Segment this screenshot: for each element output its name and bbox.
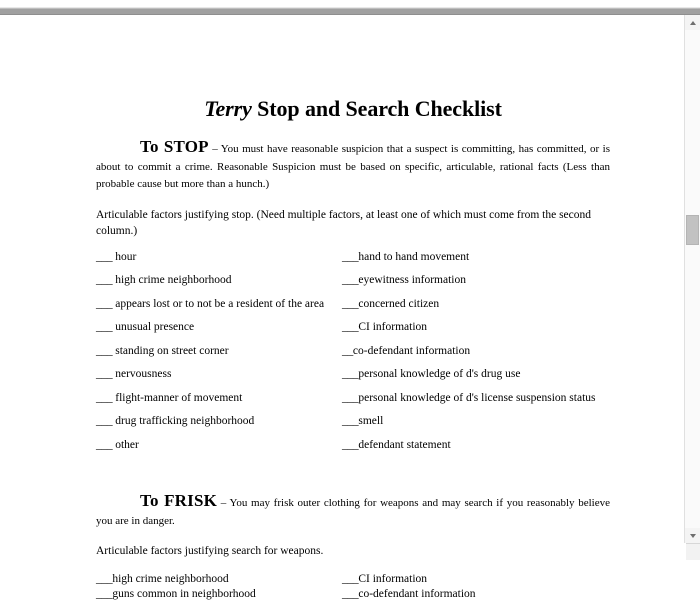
checklist-blank[interactable]: ___ xyxy=(342,274,359,287)
frisk-heading: To FRISK xyxy=(140,490,218,510)
checklist-item[interactable] xyxy=(96,251,342,263)
checklist-blank[interactable]: ___ xyxy=(96,344,113,357)
vertical-scrollbar[interactable] xyxy=(684,15,700,543)
checklist-item[interactable] xyxy=(96,274,342,286)
stop-heading: To STOP xyxy=(140,137,209,157)
title-remainder: Stop and Search Checklist xyxy=(251,96,502,121)
checklist-label: eyewitness information xyxy=(358,274,466,287)
content-area xyxy=(0,15,700,600)
stop-body-text: – You must have reasonable suspicion that a suspect is committing, has committed, or is about to commit a crime. Reasonable Suspicion must be based on specific, articulable, rational facts (Less than probable cause but more than a hunch.) xyxy=(96,143,610,190)
checklist-label: other xyxy=(112,438,139,451)
checklist-blank[interactable]: ___ xyxy=(96,274,113,287)
checklist-blank[interactable]: ___ xyxy=(342,438,359,451)
checklist-label: hand to hand movement xyxy=(358,250,470,263)
checklist-blank[interactable]: __ xyxy=(342,344,353,357)
checklist-label: high crime neighborhood xyxy=(112,274,232,287)
stop-checklist xyxy=(96,251,610,451)
checklist-label: defendant statement xyxy=(358,438,451,451)
stop-intro-line: Articulable factors justifying stop. (Need multiple factors, at least one of which must come from the second column.) xyxy=(96,208,591,237)
checklist-label: flight-manner of movement xyxy=(112,391,243,404)
checklist-label: personal knowledge of d's drug use xyxy=(358,368,521,381)
checklist-item[interactable] xyxy=(342,439,610,451)
title-italic-term: Terry xyxy=(204,96,252,121)
checklist-blank[interactable]: ___ xyxy=(96,368,113,381)
frisk-intro-line: Articulable factors justifying search for weapons. xyxy=(96,545,324,558)
checklist-label: appears lost or to not be a resident of the area xyxy=(112,297,325,310)
checklist-blank[interactable]: ___ xyxy=(342,250,359,263)
checklist-label: personal knowledge of d's license suspension status xyxy=(358,391,596,404)
checklist-item[interactable] xyxy=(342,572,610,587)
checklist-blank[interactable]: ___ xyxy=(96,391,113,404)
checklist-label: smell xyxy=(358,415,384,428)
checklist-label: standing on street corner xyxy=(112,344,229,357)
checklist-blank[interactable]: ___ xyxy=(96,438,113,451)
checklist-item[interactable] xyxy=(342,368,610,380)
checklist-item[interactable] xyxy=(342,392,610,404)
scroll-up-arrow-icon xyxy=(690,21,696,25)
checklist-item[interactable] xyxy=(96,439,342,451)
scrollbar-thumb[interactable] xyxy=(686,215,699,245)
checklist-item[interactable] xyxy=(96,587,342,602)
checklist-label: CI information xyxy=(358,572,428,585)
checklist-blank[interactable]: ___ xyxy=(342,415,359,428)
checklist-label: drug trafficking neighborhood xyxy=(112,415,255,428)
checklist-item[interactable] xyxy=(96,392,342,404)
checklist-blank[interactable]: ___ xyxy=(342,321,359,334)
section-gap xyxy=(96,451,610,489)
checklist-item[interactable] xyxy=(96,368,342,380)
checklist-blank[interactable]: ___ xyxy=(342,368,359,381)
checklist-blank[interactable]: ___ xyxy=(96,587,113,600)
checklist-label: hour xyxy=(112,250,137,263)
checklist-item[interactable] xyxy=(342,345,610,357)
checklist-label: co-defendant information xyxy=(358,587,476,600)
checklist-item[interactable] xyxy=(342,587,610,602)
checklist-blank[interactable]: ___ xyxy=(96,321,113,334)
checklist-item[interactable] xyxy=(342,321,610,333)
checklist-item[interactable] xyxy=(96,345,342,357)
checklist-item[interactable] xyxy=(96,415,342,427)
checklist-label: CI information xyxy=(358,321,428,334)
checklist-blank[interactable]: ___ xyxy=(96,297,113,310)
document-page xyxy=(0,15,686,602)
toolbar-strip xyxy=(0,0,700,8)
checklist-item[interactable] xyxy=(342,274,610,286)
checklist-item[interactable] xyxy=(342,298,610,310)
checklist-blank[interactable]: ___ xyxy=(342,297,359,310)
checklist-label: concerned citizen xyxy=(358,297,440,310)
checklist-item[interactable] xyxy=(96,298,342,310)
checklist-item[interactable] xyxy=(96,321,342,333)
checklist-blank[interactable]: ___ xyxy=(342,572,359,585)
scrollbar-track[interactable] xyxy=(685,30,700,528)
stop-section-paragraph xyxy=(96,135,610,192)
checklist-blank[interactable]: ___ xyxy=(96,572,113,585)
checklist-blank[interactable]: ___ xyxy=(96,250,113,263)
scroll-down-arrow-icon xyxy=(690,534,696,538)
frisk-section-paragraph xyxy=(96,489,610,530)
scroll-down-button[interactable] xyxy=(685,528,700,543)
frisk-body-text: – You may frisk outer clothing for weapons and may search if you reasonably believe you are in danger. xyxy=(96,496,610,527)
checklist-item[interactable] xyxy=(342,251,610,263)
checklist-item[interactable] xyxy=(342,415,610,427)
checklist-blank[interactable]: ___ xyxy=(342,391,359,404)
checklist-label: co-defendant information xyxy=(352,344,471,357)
checklist-label: nervousness xyxy=(112,368,172,381)
page-title xyxy=(96,97,610,121)
checklist-label: unusual presence xyxy=(112,321,195,334)
checklist-item[interactable] xyxy=(96,572,342,587)
checklist-label: high crime neighborhood xyxy=(112,572,229,585)
checklist-blank[interactable]: ___ xyxy=(342,587,359,600)
document-viewport xyxy=(0,15,684,600)
toolbar-divider xyxy=(0,8,700,15)
scroll-up-button[interactable] xyxy=(685,15,700,30)
checklist-label: guns common in neighborhood xyxy=(112,587,256,600)
checklist-blank[interactable]: ___ xyxy=(96,415,113,428)
frisk-checklist xyxy=(96,572,610,602)
